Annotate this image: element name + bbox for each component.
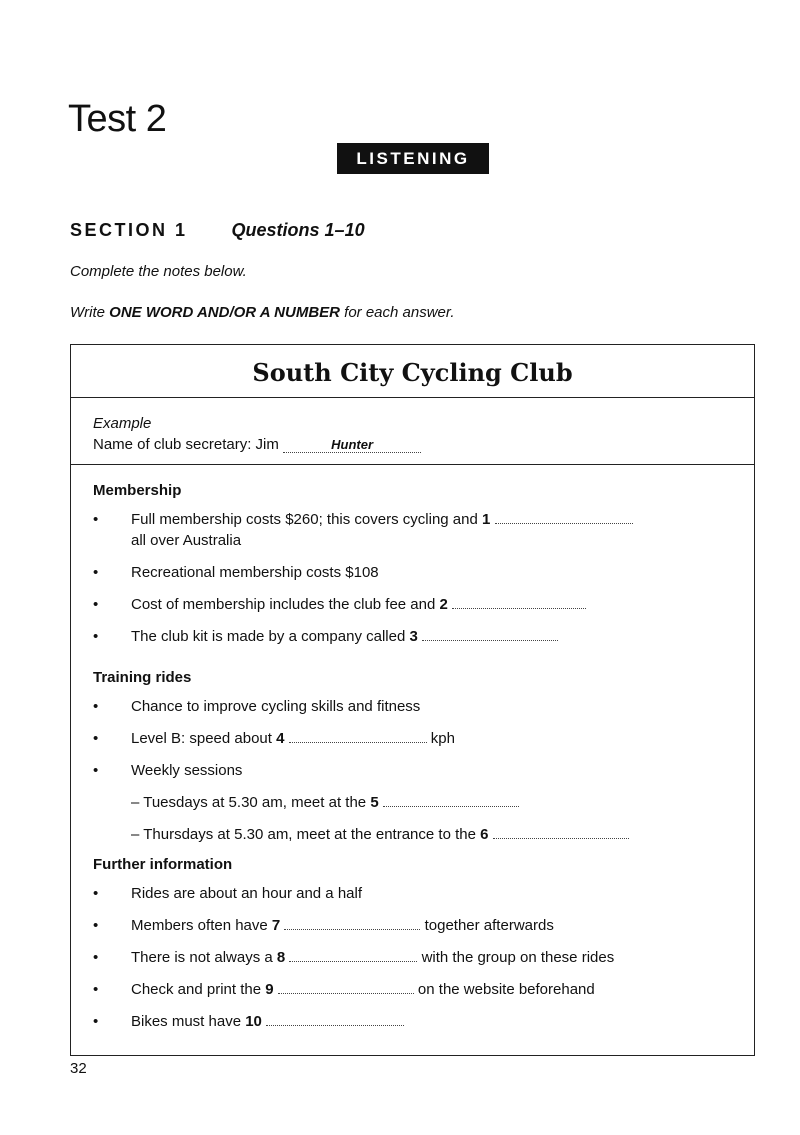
- answer-blank-3[interactable]: [422, 626, 558, 641]
- list-item: • Check and print the 9 on the website beforehand: [93, 981, 595, 998]
- answer-blank-9[interactable]: [278, 979, 414, 994]
- training-list: [93, 696, 754, 845]
- notes-box: [70, 344, 755, 1056]
- question-number: 8: [276, 949, 286, 966]
- page-number: 32: [70, 1060, 87, 1077]
- answer-blank-8[interactable]: [289, 947, 417, 962]
- question-number: 9: [265, 981, 274, 998]
- bullet-icon: •: [93, 628, 99, 645]
- list-item: • Cost of membership includes the club fee and 2: [93, 594, 754, 615]
- question-number: 3: [409, 628, 418, 645]
- bullet-icon: •: [93, 949, 99, 966]
- instruction-line-2: Write ONE WORD AND/OR A NUMBER for each answer.: [70, 304, 455, 321]
- test-title: Test 2: [68, 98, 167, 140]
- bullet-icon: •: [93, 762, 99, 779]
- question-number: 10: [245, 1013, 262, 1030]
- question-number: 4: [276, 730, 285, 747]
- answer-blank-1[interactable]: [495, 509, 633, 524]
- list-item: – Tuesdays at 5.30 am, meet at the 5: [93, 792, 754, 813]
- membership-list: [93, 509, 754, 647]
- list-item: • Rides are about an hour and a half: [93, 885, 362, 902]
- notes-title: South City Cycling Club: [71, 345, 754, 398]
- question-number: 6: [480, 826, 489, 843]
- example-block: [71, 398, 754, 465]
- answer-blank-7[interactable]: [284, 915, 420, 930]
- answer-blank-5[interactable]: [383, 792, 519, 807]
- answer-blank-4[interactable]: [289, 728, 427, 743]
- list-item: • Weekly sessions: [93, 762, 243, 779]
- bullet-icon: •: [93, 511, 99, 528]
- bullet-icon: •: [93, 596, 99, 613]
- list-item: • Chance to improve cycling skills and fitness: [93, 698, 421, 715]
- list-item: • Bikes must have 10: [93, 1011, 754, 1032]
- list-item: – Thursdays at 5.30 am, meet at the entrance to the 6: [93, 824, 754, 845]
- answer-blank-2[interactable]: [452, 594, 586, 609]
- membership-heading: Membership: [93, 482, 182, 499]
- list-item: • Members often have 7 together afterwards: [93, 917, 554, 934]
- questions-range: Questions 1–10: [231, 220, 365, 240]
- instruction-emphasis: ONE WORD AND/OR A NUMBER: [109, 304, 340, 321]
- listening-banner: LISTENING: [337, 143, 489, 174]
- question-number: 7: [271, 917, 281, 934]
- bullet-icon: •: [93, 917, 99, 934]
- list-item: • Recreational membership costs $108: [93, 564, 379, 581]
- question-number: 2: [439, 596, 448, 613]
- bullet-icon: •: [93, 885, 99, 902]
- further-heading: Further information: [93, 856, 233, 873]
- list-item: • Full membership costs $260; this covers cycling and 1 all over Australia: [93, 509, 754, 551]
- bullet-icon: •: [93, 564, 99, 581]
- bullet-icon: •: [93, 698, 99, 715]
- answer-blank-10[interactable]: [266, 1011, 404, 1026]
- notes-content: [71, 465, 754, 1032]
- list-item: • The club kit is made by a company called 3: [93, 626, 754, 647]
- training-heading: Training rides: [93, 669, 192, 686]
- answer-blank-6[interactable]: [493, 824, 629, 839]
- instruction-line-1: Complete the notes below.: [70, 263, 247, 280]
- bullet-icon: •: [93, 730, 99, 747]
- section-label: SECTION 1: [70, 220, 188, 240]
- further-list: [93, 883, 754, 1032]
- example-label: Example: [93, 415, 152, 432]
- bullet-icon: •: [93, 1013, 99, 1030]
- section-header: [70, 220, 365, 241]
- example-answer: Hunter: [283, 437, 421, 453]
- list-item: • There is not always a 8 with the group on these rides: [93, 949, 615, 966]
- example-line: Name of club secretary: Jim Hunter: [93, 434, 754, 455]
- question-number: 1: [481, 511, 491, 528]
- question-number: 5: [370, 794, 379, 811]
- list-item: • Level B: speed about 4 kph: [93, 730, 455, 747]
- bullet-icon: •: [93, 981, 99, 998]
